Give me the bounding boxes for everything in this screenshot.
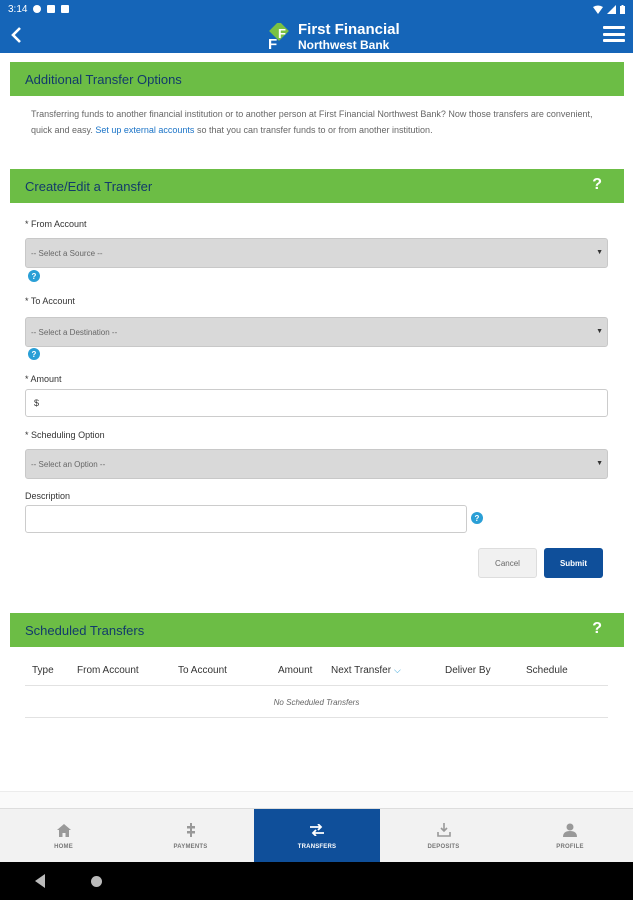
bank-logo xyxy=(268,23,400,51)
amount-label xyxy=(25,374,62,384)
bottom-tab-bar xyxy=(0,808,633,862)
amount-label-text: Amount xyxy=(30,374,62,384)
description-input[interactable] xyxy=(25,505,467,533)
from-account-select[interactable] xyxy=(25,238,608,268)
system-back-button[interactable] xyxy=(35,874,45,888)
column-header-from-account[interactable]: From Account xyxy=(77,665,139,676)
home-icon xyxy=(56,822,72,838)
required-mark: * xyxy=(25,219,29,229)
setup-external-accounts-link[interactable]: Set up external accounts xyxy=(95,125,195,135)
tab-profile[interactable] xyxy=(507,809,633,863)
additional-options-header xyxy=(10,62,624,96)
scheduling-option-select[interactable] xyxy=(25,449,608,479)
column-header-next-transfer[interactable] xyxy=(331,665,401,676)
menu-line-icon xyxy=(603,33,625,36)
system-home-button[interactable] xyxy=(91,876,102,887)
create-transfer-header xyxy=(10,169,624,203)
app-bar xyxy=(0,18,633,53)
column-header-deliver-by[interactable]: Deliver By xyxy=(445,665,491,676)
to-account-placeholder: -- Select a Destination -- xyxy=(31,327,118,337)
column-header-type[interactable]: Type xyxy=(32,665,54,676)
required-mark: * xyxy=(25,430,29,440)
logo-line-1: First Financial xyxy=(298,23,400,38)
transfer-arrows-icon xyxy=(309,822,325,838)
logo-mark-icon: F F xyxy=(268,23,294,51)
status-right xyxy=(593,5,625,14)
tab-transfers[interactable] xyxy=(254,809,380,863)
cancel-button[interactable]: Cancel xyxy=(478,548,537,578)
amount-value: $ xyxy=(34,398,40,408)
battery-icon xyxy=(620,5,625,14)
status-left xyxy=(8,4,69,15)
create-transfer-help-button[interactable]: ? xyxy=(592,176,602,193)
additional-options-title: Additional Transfer Options xyxy=(25,71,182,87)
to-account-label-text: To Account xyxy=(30,296,75,306)
scheduled-transfers-title: Scheduled Transfers xyxy=(25,622,145,638)
column-header-to-account[interactable]: To Account xyxy=(178,665,227,676)
settings-icon xyxy=(33,5,41,13)
sd-card-icon xyxy=(61,5,69,13)
tab-home[interactable] xyxy=(0,809,127,863)
required-mark: * xyxy=(25,374,29,384)
column-header-schedule[interactable]: Schedule xyxy=(526,665,568,676)
scheduled-transfers-help-button[interactable]: ? xyxy=(592,620,602,637)
dropdown-caret-icon: ▼ xyxy=(596,328,603,335)
from-account-label-text: From Account xyxy=(31,219,87,229)
tab-payments-label: PAYMENTS xyxy=(173,844,208,850)
scheduling-option-placeholder: -- Select an Option -- xyxy=(31,459,106,469)
tab-transfers-label: TRANSFERS xyxy=(297,844,337,850)
tab-payments[interactable] xyxy=(127,809,254,863)
chevron-left-icon xyxy=(10,27,22,43)
to-account-help-icon[interactable]: ? xyxy=(28,348,40,360)
description-label xyxy=(25,491,70,501)
amount-input[interactable] xyxy=(25,389,608,417)
empty-table-message: No Scheduled Transfers xyxy=(25,687,608,718)
scheduled-transfers-table-header xyxy=(25,656,608,686)
content-footer xyxy=(0,791,633,808)
tab-deposits[interactable] xyxy=(380,809,507,863)
from-account-label xyxy=(25,219,87,229)
from-account-help-icon[interactable]: ? xyxy=(28,270,40,282)
wifi-icon xyxy=(593,5,603,14)
logo-line-2: Northwest Bank xyxy=(298,37,390,51)
required-mark: * xyxy=(25,296,29,306)
menu-line-icon xyxy=(603,39,625,42)
sort-chevron-down-icon: ⌵ xyxy=(394,665,401,675)
status-time: 3:14 xyxy=(8,3,28,15)
status-bar xyxy=(0,0,633,18)
to-account-label xyxy=(25,296,75,306)
scheduled-transfers-header xyxy=(10,613,624,647)
logo-text xyxy=(298,23,400,51)
submit-button[interactable]: Submit xyxy=(544,548,603,578)
next-transfer-label: Next Transfer xyxy=(331,665,392,676)
scheduling-option-label-text: Scheduling Option xyxy=(31,430,105,440)
info-text-part2: so that you can transfer funds to or from another institution. xyxy=(194,125,433,135)
menu-line-icon xyxy=(603,26,625,29)
tab-home-label: HOME xyxy=(54,844,73,850)
description-help-icon[interactable]: ? xyxy=(471,512,483,524)
system-navigation-bar xyxy=(0,862,633,900)
signal-icon xyxy=(607,5,616,14)
info-text-part1: Transferring funds to another financial institution or to another person at First Financial Northwest Bank? Now those transfers are convenient, quick and easy. xyxy=(31,109,593,135)
description-label-text: Description xyxy=(25,491,71,501)
from-account-placeholder: -- Select a Source -- xyxy=(31,248,103,258)
hamburger-menu-button[interactable] xyxy=(603,24,625,44)
back-button[interactable] xyxy=(6,25,26,45)
column-header-amount[interactable]: Amount xyxy=(278,665,313,676)
dropdown-caret-icon: ▼ xyxy=(596,460,603,467)
deposit-icon xyxy=(436,822,452,838)
dropdown-caret-icon: ▼ xyxy=(596,249,603,256)
main-content xyxy=(0,53,633,808)
tab-deposits-label: DEPOSITS xyxy=(427,844,460,850)
tab-profile-label: PROFILE xyxy=(556,844,584,850)
scheduling-option-label xyxy=(25,430,105,440)
payments-icon xyxy=(183,822,199,838)
additional-options-text xyxy=(31,106,601,138)
to-account-select[interactable] xyxy=(25,317,608,347)
create-transfer-title: Create/Edit a Transfer xyxy=(25,178,153,194)
notification-icon xyxy=(47,5,55,13)
person-icon xyxy=(562,822,578,838)
